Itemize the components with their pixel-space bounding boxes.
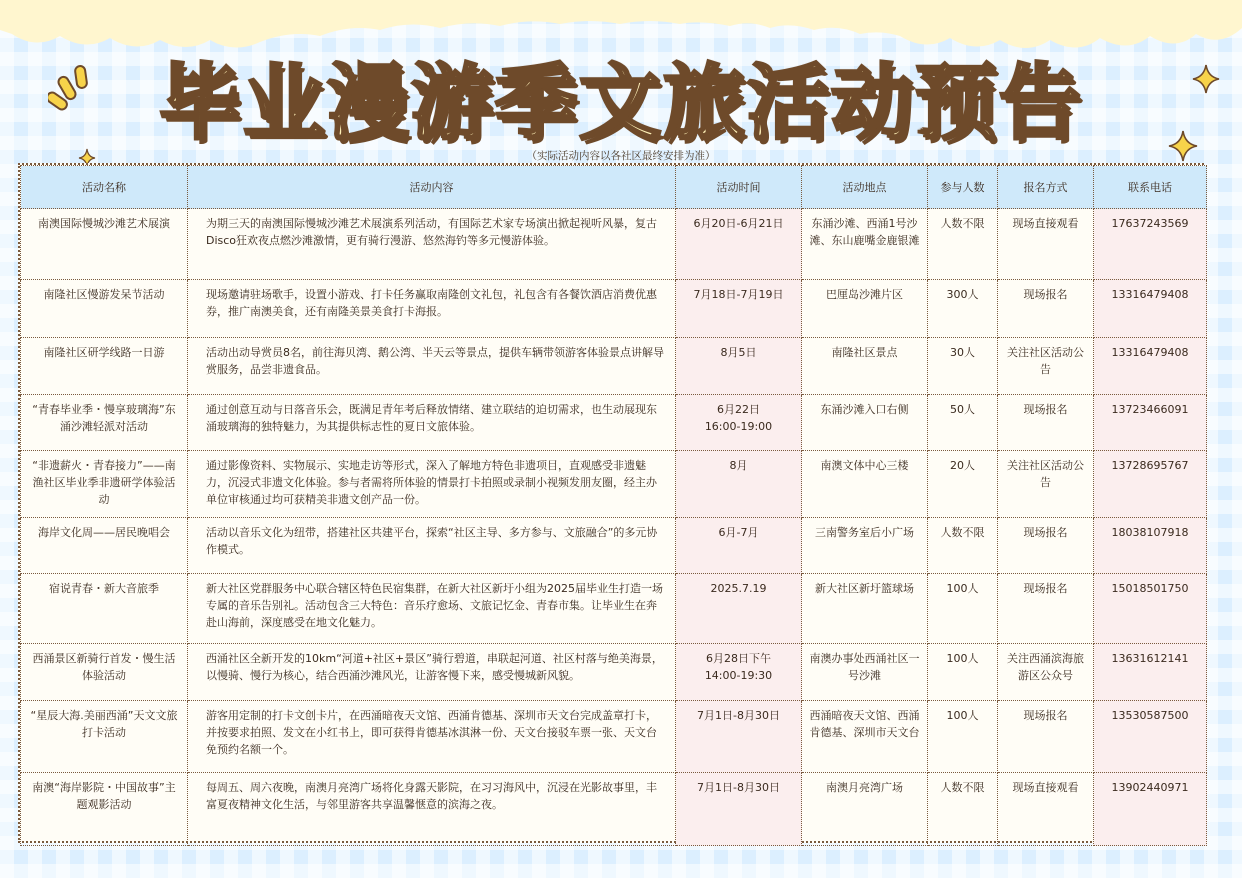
activity-place-cell: 南澳文体中心三楼 xyxy=(802,451,928,518)
activity-place-cell: 东涌沙滩、西涌1号沙滩、东山鹿嘴金鹿银滩 xyxy=(802,209,928,280)
contact-phone-cell: 13530587500 xyxy=(1094,701,1207,773)
header-activity-place: 活动地点 xyxy=(802,166,928,209)
participants-cell: 人数不限 xyxy=(928,773,998,846)
header-activity-name: 活动名称 xyxy=(21,166,188,209)
activity-content-cell: 游客用定制的打卡文创卡片，在西涌暗夜天文馆、西涌肯德基、深圳市天文台完成盖章打卡，并按要求拍照、发文在小红书上，即可获得肯德基冰淇淋一份、天文台接驳车票一张、天文台免预约名额一个。 xyxy=(188,701,676,773)
activity-time-cell: 8月 xyxy=(676,451,802,518)
activity-time-cell: 6月-7月 xyxy=(676,518,802,574)
signup-method-cell: 关注社区活动公告 xyxy=(998,338,1094,395)
table-row xyxy=(21,701,1207,773)
activity-content-cell: 西涌社区全新开发的10km“河道+社区+景区”骑行碧道，串联起河道、社区村落与绝美海景，以慢骑、慢行为核心，结合西涌沙滩风光，让游客慢下来，感受慢城新风貌。 xyxy=(188,644,676,701)
activity-place-cell: 南澳月亮湾广场 xyxy=(802,773,928,846)
signup-method-cell: 关注西涌滨海旅游区公众号 xyxy=(998,644,1094,701)
contact-phone-cell: 13631612141 xyxy=(1094,644,1207,701)
activity-content-cell: 为期三天的南澳国际慢城沙滩艺术展演系列活动，有国际艺术家专场演出掀起视听风暴，复古Disco狂欢夜点燃沙滩激情，更有骑行漫游、悠然海钓等多元慢游体验。 xyxy=(188,209,676,280)
table-header-row xyxy=(21,166,1207,209)
contact-phone-cell: 13316479408 xyxy=(1094,280,1207,338)
activity-content-cell: 活动以音乐文化为纽带，搭建社区共建平台，探索“社区主导、多方参与、文旅融合”的多元协作模式。 xyxy=(188,518,676,574)
activity-time-cell: 7月1日-8月30日 xyxy=(676,773,802,846)
header-activity-time: 活动时间 xyxy=(676,166,802,209)
signup-method-cell: 关注社区活动公告 xyxy=(998,451,1094,518)
activity-content-cell: 每周五、周六夜晚，南澳月亮湾广场将化身露天影院，在习习海风中，沉浸在光影故事里，丰富夏夜精神文化生活，与邻里游客共享温馨惬意的滨海之夜。 xyxy=(188,773,676,846)
signup-method-cell: 现场直接观看 xyxy=(998,773,1094,846)
activity-place-cell: 西涌暗夜天文馆、西涌肯德基、深圳市天文台 xyxy=(802,701,928,773)
table-row xyxy=(21,338,1207,395)
signup-method-cell: 现场报名 xyxy=(998,395,1094,451)
table-row xyxy=(21,395,1207,451)
contact-phone-cell: 17637243569 xyxy=(1094,209,1207,280)
top-cloud-banner xyxy=(0,0,1242,60)
activity-name-cell: 南澳“海岸影院・中国故事”主题观影活动 xyxy=(21,773,188,846)
activity-name-cell: “非遗薪火・青春接力”——南渔社区毕业季非遗研学体验活动 xyxy=(21,451,188,518)
participants-cell: 100人 xyxy=(928,574,998,644)
signup-method-cell: 现场报名 xyxy=(998,280,1094,338)
header-contact-phone: 联系电话 xyxy=(1094,166,1207,209)
activity-name-cell: 南隆社区慢游发呆节活动 xyxy=(21,280,188,338)
activity-content-cell: 通过影像资料、实物展示、实地走访等形式，深入了解地方特色非遗项目，直观感受非遗魅力，沉浸式非遗文化体验。参与者需将所体验的情景打卡拍照或录制小视频发朋友圈，经主办单位审核通过均可获精美非遗文创产品一份。 xyxy=(188,451,676,518)
activity-place-cell: 巴厘岛沙滩片区 xyxy=(802,280,928,338)
header-activity-content: 活动内容 xyxy=(188,166,676,209)
activity-name-cell: 海岸文化周——居民晚唱会 xyxy=(21,518,188,574)
activity-content-cell: 活动出动导赏员8名，前往海贝湾、鹅公湾、半天云等景点，提供车辆带领游客体验景点讲解导赏服务，品尝非遗食品。 xyxy=(188,338,676,395)
table-row xyxy=(21,209,1207,280)
participants-cell: 人数不限 xyxy=(928,209,998,280)
signup-method-cell: 现场报名 xyxy=(998,574,1094,644)
participants-cell: 100人 xyxy=(928,644,998,701)
participants-cell: 20人 xyxy=(928,451,998,518)
contact-phone-cell: 13728695767 xyxy=(1094,451,1207,518)
signup-method-cell: 现场报名 xyxy=(998,701,1094,773)
activity-place-cell: 东涌沙滩入口右侧 xyxy=(802,395,928,451)
activity-time-cell: 6月22日 16:00-19:00 xyxy=(676,395,802,451)
table-row xyxy=(21,574,1207,644)
participants-cell: 300人 xyxy=(928,280,998,338)
activity-name-cell: 南隆社区研学线路一日游 xyxy=(21,338,188,395)
activity-content-cell: 通过创意互动与日落音乐会，既满足青年考后释放情绪、建立联结的迫切需求，也生动展现东涌玻璃海的独特魅力，为其提供标志性的夏日文旅体验。 xyxy=(188,395,676,451)
activity-place-cell: 南隆社区景点 xyxy=(802,338,928,395)
activity-time-cell: 2025.7.19 xyxy=(676,574,802,644)
table-row xyxy=(21,280,1207,338)
contact-phone-cell: 15018501750 xyxy=(1094,574,1207,644)
activity-content-cell: 新大社区党群服务中心联合辖区特色民宿集群，在新大社区新圩小组为2025届毕业生打造一场专属的音乐告别礼。活动包含三大特色：音乐疗愈场、文旅记忆金、青春市集。让毕业生在奔赴山海前，深度感受在地文化魅力。 xyxy=(188,574,676,644)
activity-time-cell: 6月28日下午 14:00-19:30 xyxy=(676,644,802,701)
activity-name-cell: “星辰大海.美丽西涌”天文文旅打卡活动 xyxy=(21,701,188,773)
activity-place-cell: 新大社区新圩篮球场 xyxy=(802,574,928,644)
participants-cell: 50人 xyxy=(928,395,998,451)
table-row xyxy=(21,451,1207,518)
activity-time-cell: 6月20日-6月21日 xyxy=(676,209,802,280)
activity-name-cell: “青春毕业季・慢享玻璃海”东涌沙滩轻派对活动 xyxy=(21,395,188,451)
participants-cell: 30人 xyxy=(928,338,998,395)
header-participants: 参与人数 xyxy=(928,166,998,209)
activity-name-cell: 宿说青春・新大音旅季 xyxy=(21,574,188,644)
table-row xyxy=(21,644,1207,701)
header-signup-method: 报名方式 xyxy=(998,166,1094,209)
signup-method-cell: 现场报名 xyxy=(998,518,1094,574)
page-title: 毕业漫游季文旅活动预告 xyxy=(158,56,1083,151)
activity-name-cell: 西涌景区新骑行首发・慢生活体验活动 xyxy=(21,644,188,701)
activity-place-cell: 南澳办事处西涌社区一号沙滩 xyxy=(802,644,928,701)
contact-phone-cell: 13902440971 xyxy=(1094,773,1207,846)
activity-time-cell: 8月5日 xyxy=(676,338,802,395)
contact-phone-cell: 13723466091 xyxy=(1094,395,1207,451)
signup-method-cell: 现场直接观看 xyxy=(998,209,1094,280)
table-row xyxy=(21,773,1207,846)
activity-content-cell: 现场邀请驻场歌手，设置小游戏、打卡任务赢取南隆创文礼包，礼包含有各餐饮酒店消费优惠券，推广南澳美食，还有南隆美景美食打卡海报。 xyxy=(188,280,676,338)
contact-phone-cell: 18038107918 xyxy=(1094,518,1207,574)
contact-phone-cell: 13316479408 xyxy=(1094,338,1207,395)
activity-place-cell: 三南警务室后小广场 xyxy=(802,518,928,574)
participants-cell: 100人 xyxy=(928,701,998,773)
activity-time-cell: 7月1日-8月30日 xyxy=(676,701,802,773)
participants-cell: 人数不限 xyxy=(928,518,998,574)
table-row xyxy=(21,518,1207,574)
activity-name-cell: 南澳国际慢城沙滩艺术展演 xyxy=(21,209,188,280)
activity-table xyxy=(18,163,1204,843)
activity-time-cell: 7月18日-7月19日 xyxy=(676,280,802,338)
page-subtitle: （实际活动内容以各社区最终安排为准） xyxy=(526,150,716,162)
